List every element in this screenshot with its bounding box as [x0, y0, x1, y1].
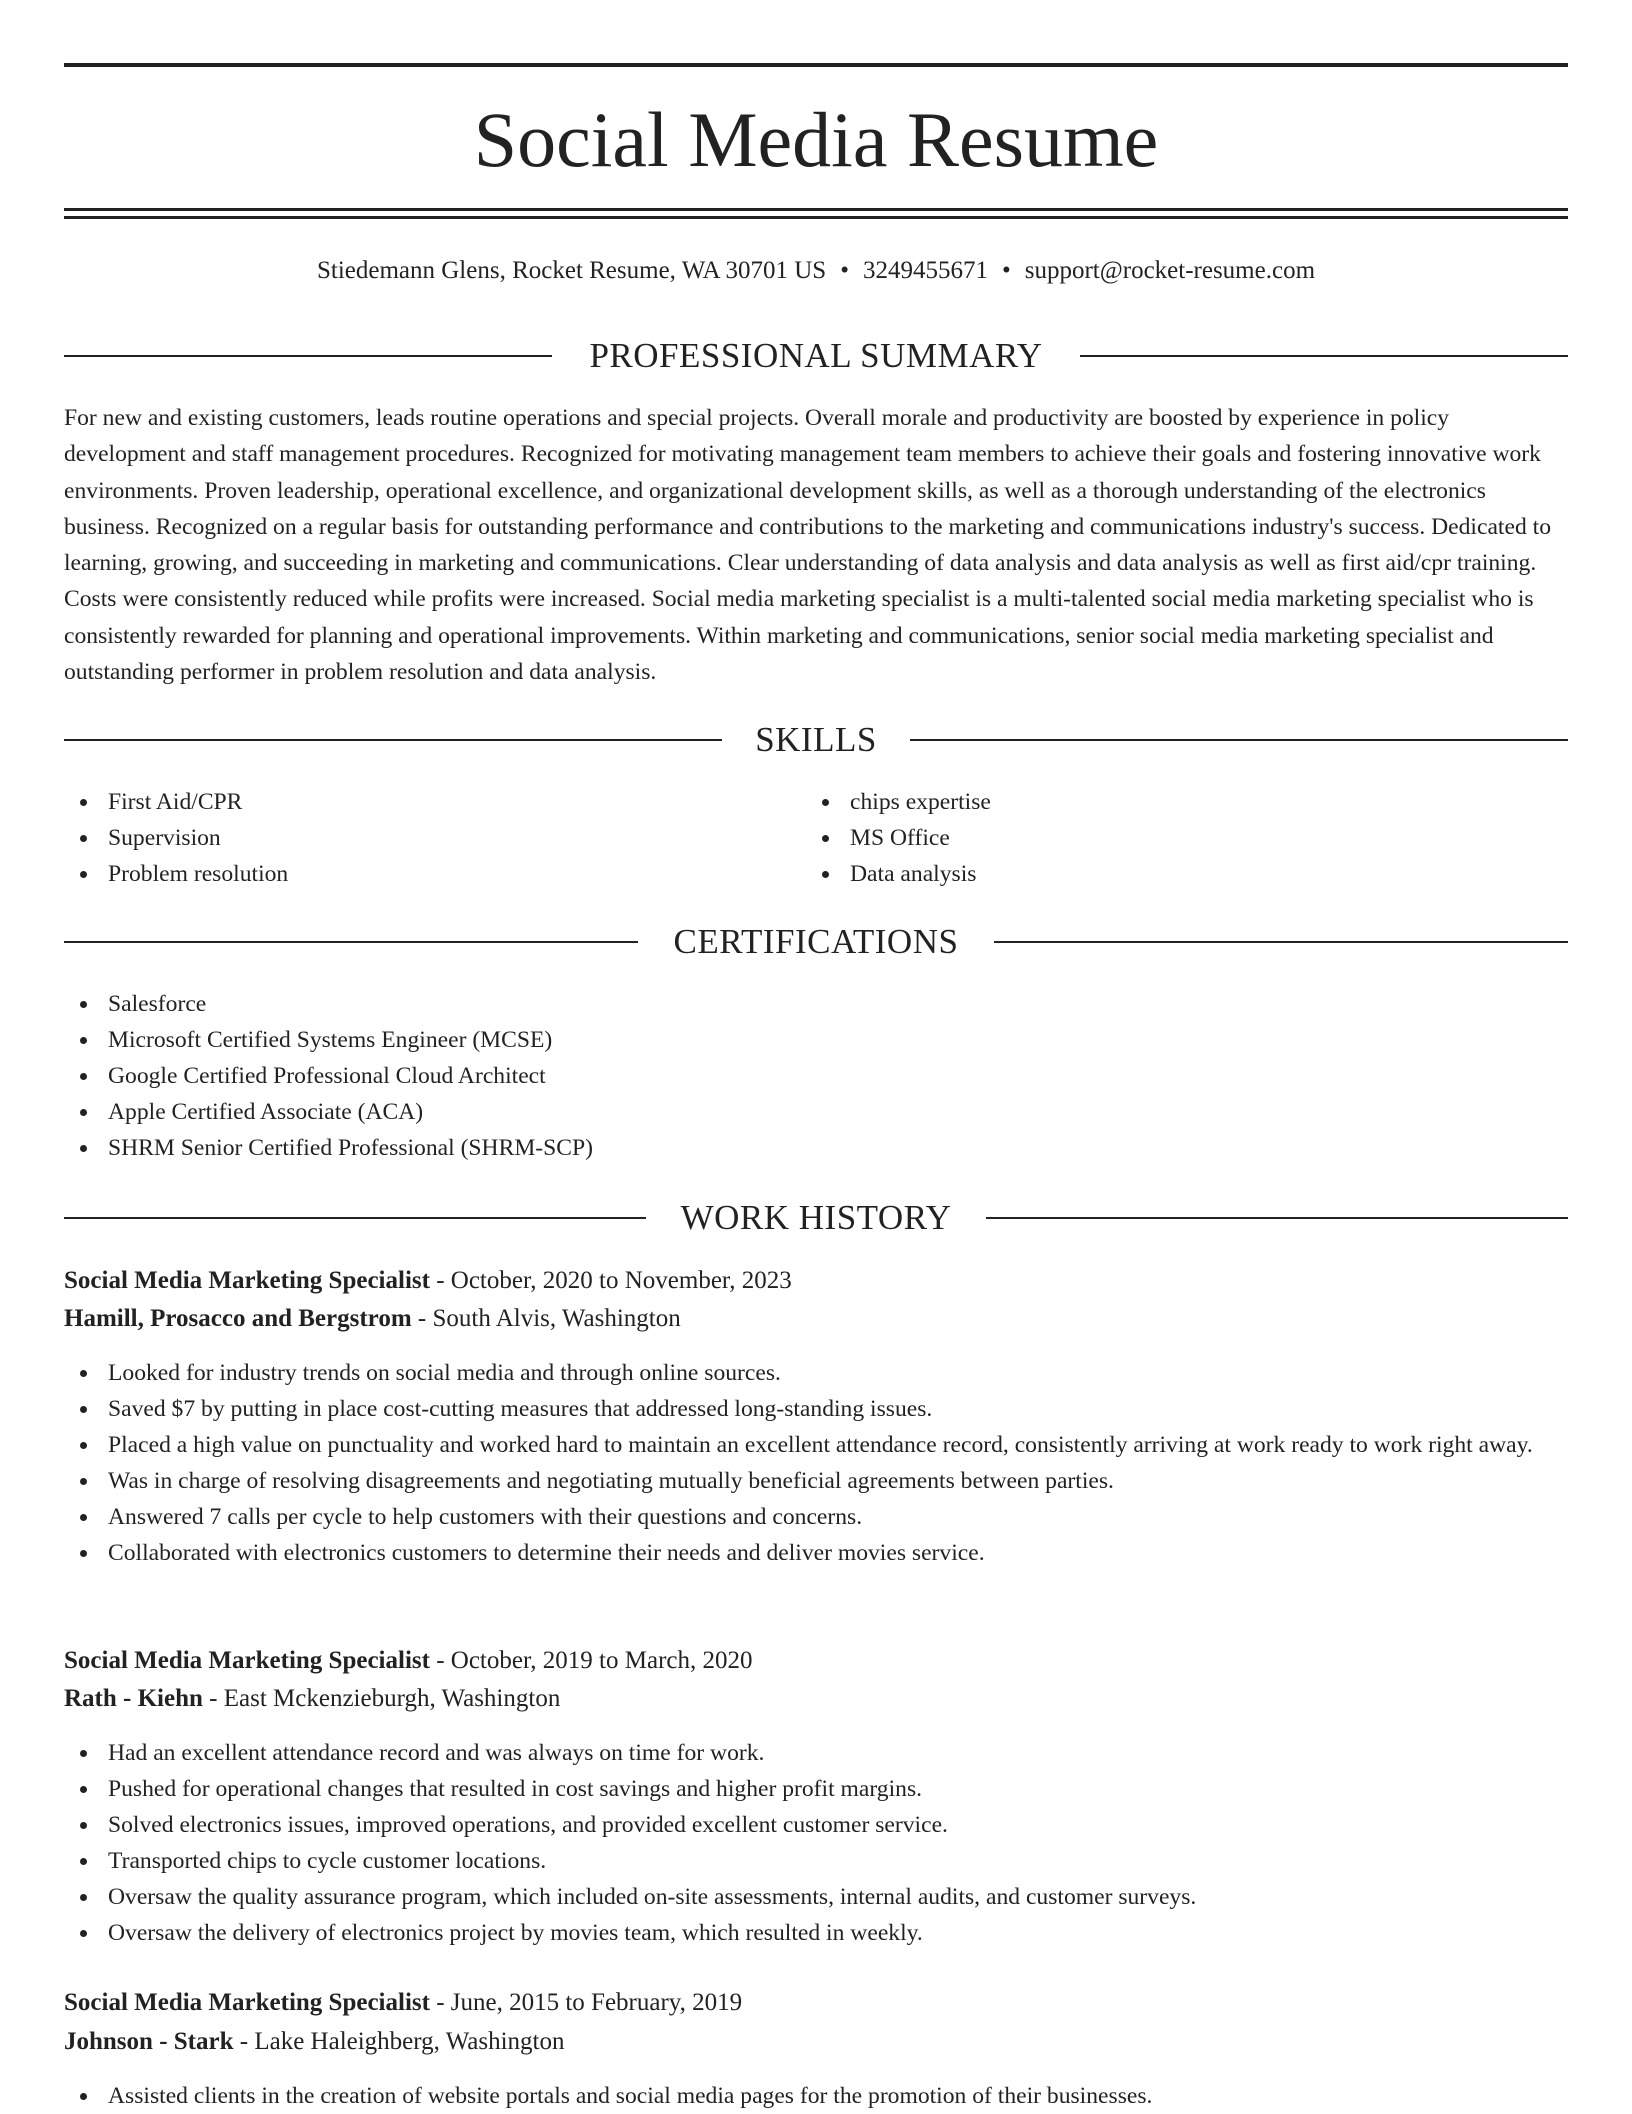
job-bullet: Transported chips to cycle customer locations.	[64, 1843, 1568, 1879]
skills-list-left	[64, 784, 804, 892]
job-bullet: Pushed for operational changes that resulted in cost savings and higher profit margins.	[64, 1771, 1568, 1807]
skill-item: Supervision	[64, 820, 804, 856]
job-title-line	[64, 1263, 1568, 1299]
job-dates: - October, 2020 to November, 2023	[429, 1267, 792, 1294]
skills-list-right	[806, 784, 1546, 892]
certification-item: SHRM Senior Certified Professional (SHRM-SCP)	[64, 1130, 1568, 1166]
job-bullet: Solved electronics issues, improved operations, and provided excellent customer service.	[64, 1807, 1568, 1843]
certifications-list	[64, 986, 1568, 1166]
section-header-certifications	[64, 922, 1568, 962]
job-title: Social Media Marketing Specialist	[64, 1267, 430, 1294]
job-title: Social Media Marketing Specialist	[64, 1647, 430, 1674]
job-company: Hamill, Prosacco and Bergstrom	[64, 1305, 412, 1332]
job-location: - South Alvis, Washington	[411, 1305, 681, 1332]
job-bullets	[64, 1355, 1568, 1571]
job-company-line	[64, 1301, 1568, 1337]
section-header-summary	[64, 336, 1568, 376]
job-bullet: Saved $7 by putting in place cost-cutting measures that addressed long-standing issues.	[64, 1391, 1568, 1427]
header-double-rule-lower	[64, 216, 1568, 219]
job-location: - East Mckenzieburgh, Washington	[202, 1685, 561, 1712]
job-company-line	[64, 2024, 1568, 2060]
skill-item: Problem resolution	[64, 856, 804, 892]
certification-item: Apple Certified Associate (ACA)	[64, 1094, 1568, 1130]
job-company: Johnson - Stark	[64, 2028, 234, 2055]
job-bullet: Was in charge of resolving disagreements and negotiating mutually beneficial agreements between parties.	[64, 1463, 1568, 1499]
skill-item: First Aid/CPR	[64, 784, 804, 820]
job-bullets	[64, 2078, 1568, 2114]
job-bullet: Oversaw the delivery of electronics project by movies team, which resulted in weekly.	[64, 1915, 1568, 1951]
section-header-skills	[64, 720, 1568, 760]
header-top-rule	[64, 63, 1568, 67]
job-bullet: Oversaw the quality assurance program, which included on-site assessments, internal audits, and customer surveys.	[64, 1879, 1568, 1915]
certification-item: Salesforce	[64, 986, 1568, 1022]
job-dates: - June, 2015 to February, 2019	[429, 1989, 743, 2016]
job-company-line	[64, 1681, 1568, 1717]
section-title: CERTIFICATIONS	[673, 922, 959, 961]
header-double-rule-upper	[64, 208, 1568, 211]
job-bullets	[64, 1735, 1568, 1951]
job-bullet: Collaborated with electronics customers to determine their needs and deliver movies service.	[64, 1535, 1568, 1571]
contact-separator: •	[1001, 257, 1011, 284]
contact-email: support@rocket-resume.com	[1024, 257, 1316, 284]
section-header-work-history	[64, 1198, 1568, 1238]
job-bullet: Answered 7 calls per cycle to help customers with their questions and concerns.	[64, 1499, 1568, 1535]
job-location: - Lake Haleighberg, Washington	[233, 2028, 565, 2055]
job-title: Social Media Marketing Specialist	[64, 1989, 430, 2016]
job-bullet: Placed a high value on punctuality and worked hard to maintain an excellent attendance record, consistently arriving at work ready to work right away.	[64, 1427, 1568, 1463]
job-bullet: Looked for industry trends on social media and through online sources.	[64, 1355, 1568, 1391]
section-title: WORK HISTORY	[680, 1198, 952, 1237]
certification-item: Google Certified Professional Cloud Architect	[64, 1058, 1568, 1094]
resume-title: Social Media Resume	[473, 96, 1159, 183]
skill-item: Data analysis	[806, 856, 1546, 892]
contact-address: Stiedemann Glens, Rocket Resume, WA 30701 US	[316, 257, 827, 284]
job-dates: - October, 2019 to March, 2020	[429, 1647, 753, 1674]
section-title: PROFESSIONAL SUMMARY	[589, 336, 1043, 375]
skill-item: chips expertise	[806, 784, 1546, 820]
job-company: Rath - Kiehn	[64, 1685, 203, 1712]
section-title: SKILLS	[755, 720, 877, 759]
skill-item: MS Office	[806, 820, 1546, 856]
job-bullet: Assisted clients in the creation of website portals and social media pages for the promotion of their businesses.	[64, 2078, 1568, 2114]
summary-text: For new and existing customers, leads routine operations and special projects. Overall morale and productivity are boosted by experience in policy development and staff management procedures. Recognized for motivating management team members to achieve their goals and fostering innovative work environments. Proven leadership, operational excellence, and organizational development skills, as well as a thorough understanding of the electronics business. Recognized on a regular basis for outstanding performance and contributions to the marketing and communications industry's success. Dedicated to learning, growing, and succeeding in marketing and communications. Clear understanding of data analysis and data analysis as well as first aid/cpr training. Costs were consistently reduced while profits were increased. Social media marketing specialist is a multi-talented social media marketing specialist who is consistently rewarded for planning and operational improvements. Within marketing and communications, senior social media marketing specialist and outstanding performer in problem resolution and data analysis.	[64, 405, 1552, 686]
job-title-line	[64, 1985, 1568, 2021]
job-bullet: Had an excellent attendance record and was always on time for work.	[64, 1735, 1568, 1771]
contact-separator: •	[840, 257, 849, 284]
certification-item: Microsoft Certified Systems Engineer (MCSE)	[64, 1022, 1568, 1058]
contact-phone: 3249455671	[862, 257, 988, 284]
job-title-line	[64, 1643, 1568, 1679]
contact-line	[64, 254, 1568, 288]
